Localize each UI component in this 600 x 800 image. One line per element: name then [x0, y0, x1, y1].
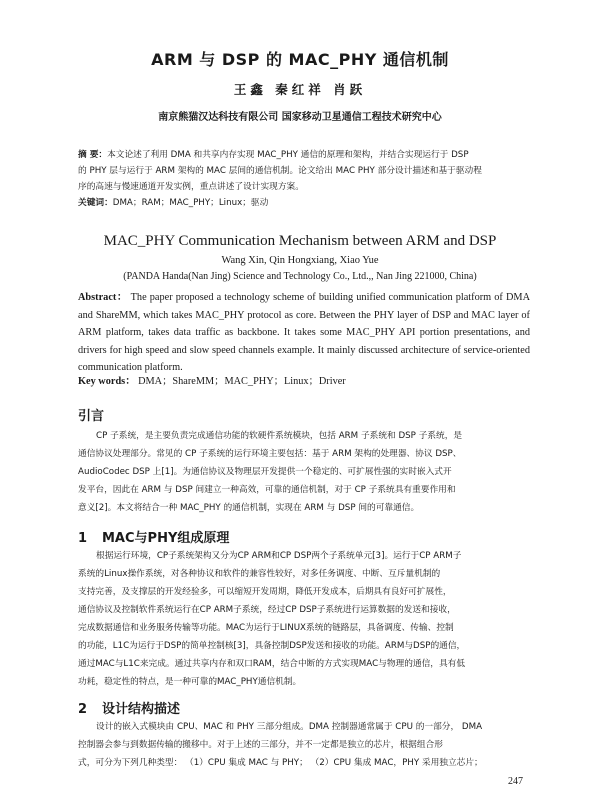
abstract-en-text: The paper proposed a technology scheme of building unified communication platform of DMA and ShareMM, which takes MAC_PHY protocol as core. Between the PHY layer of DSP and MAC layer of ARM platform, takes data traffic as backbone. It takes some MAC_PHY API portion presentations, and drivers for high speed and slow speed channels example. It mainly discussed architecture of service-oriented communication platform. [78, 292, 530, 373]
keywords-cn: 关键词：DMA；RAM；MAC_PHY；Linux；驱动 [78, 198, 269, 208]
abstract-cn-line: 摘 要：本文论述了利用 DMA 和共享内存实现 MAC_PHY 通信的原理和架构，并结合实现运行于 DSP [78, 150, 469, 160]
paragraph-line: 意义[2]。本文将结合一种 MAC_PHY 的通信机制，实现在 ARM 与 DSP 间的可靠通信。 [78, 503, 420, 513]
paragraph-line: 通信协议及控制软件系统运行在CP ARM子系统，经过CP DSP子系统进行运算数据的发送和接收， [78, 605, 456, 615]
section-2-paragraph [78, 718, 528, 772]
paper-title-en: MAC_PHY Communication Mechanism between ARM and DSP [103, 233, 497, 249]
intro-paragraph [78, 427, 528, 517]
intro-heading: 引言 [78, 409, 105, 424]
section-2-heading: 2 设计结构描述 [78, 702, 181, 717]
section-1-paragraph [78, 547, 528, 691]
abstract-cn-label: 摘 要： [78, 150, 108, 160]
paragraph-line: 通过MAC与L1C来完成。通过共享内存和双口RAM，结合中断的方式实现MAC与物理的通信，具有低 [78, 659, 466, 669]
abstract-en-label: Abstract： [78, 292, 128, 303]
abstract-cn-line: 序的高速与慢速通道开发实例，重点讲述了设计实现方案。 [78, 182, 304, 192]
paragraph-line: 根据运行环境，CP子系统架构又分为CP ARM和CP DSP两个子系统单元[3]。运行于CP ARM子 [96, 551, 462, 561]
abstract-cn-line: 的 PHY 层与运行于 ARM 架构的 MAC 层间的通信机制。论文给出 MAC PHY 部分设计描述和基于驱动程 [78, 166, 482, 176]
paragraph-line: CP 子系统，是主要负责完成通信功能的软硬件系统模块，包括 ARM 子系统和 DSP 子系统，是 [96, 431, 463, 441]
paragraph-line: 的功能，L1C为运行于DSP的简单控制核[3]，具备控制DSP发送和接收的功能。ARM与DSP的通信， [78, 641, 466, 651]
paragraph-line: 发平台，因此在 ARM 与 DSP 间建立一种高效，可靠的通信机制，对于 CP 子系统具有重要作用和 [78, 485, 456, 495]
affiliation-cn: 南京熊猫汉达科技有限公司 国家移动卫星通信工程技术研究中心 [158, 112, 442, 123]
affiliation-en: (PANDA Handa(Nan Jing) Science and Technology Co., Ltd.,, Nan Jing 221000, China) [123, 271, 477, 282]
paper-title-cn: ARM 与 DSP 的 MAC_PHY 通信机制 [151, 50, 449, 69]
section-1-heading: 1 MAC与PHY组成原理 [78, 531, 230, 546]
abstract-cn [78, 147, 526, 211]
paragraph-line: 功耗，稳定性的特点，是一种可靠的MAC_PHY通信机制。 [78, 677, 302, 687]
authors-en: Wang Xin, Qin Hongxiang, Xiao Yue [221, 255, 379, 266]
keywords-en: Key words： DMA；ShareMM；MAC_PHY；Linux；Driver [78, 376, 346, 387]
paragraph-line: 式，可分为下列几种类型： （1）CPU 集成 MAC 与 PHY； （2）CPU 集成 MAC，PHY 采用独立芯片； [78, 758, 483, 768]
keywords-en-label: Key words： [78, 376, 136, 387]
paragraph-line: 通信协议处理部分。常见的 CP 子系统的运行环境主要包括：基于 ARM 架构的处理器、协议 DSP、 [78, 449, 462, 459]
paragraph-line: 控制器会参与到数据传输的搬移中。对于上述的三部分，并不一定都是独立的芯片，根据组合形 [78, 740, 443, 750]
paragraph-line: 完成数据通信和业务服务传输等功能。MAC为运行于LINUX系统的链路层，具备调度、传输、控制 [78, 623, 454, 633]
section-number: 2 [78, 702, 88, 717]
paragraph-line: 设计的嵌入式模块由 CPU、MAC 和 PHY 三部分组成。DMA 控制器通常属于 CPU 的一部分， DMA [96, 722, 483, 732]
paragraph-line: 系统的Linux操作系统，对各种协议和软件的兼容性较好，对多任务调度、中断、互斥量机制的 [78, 569, 441, 579]
abstract-en [78, 289, 530, 377]
section-number: 1 [78, 531, 88, 546]
page-number: 247 [508, 776, 523, 787]
paragraph-line: 支持完善，及支撑层的开发经验多，可以缩短开发周期，降低开发成本，后期具有良好可扩展性， [78, 587, 452, 597]
keywords-cn-label: 关键词： [78, 198, 113, 208]
authors-cn: 王鑫 秦红祥 肖跃 [233, 82, 367, 97]
paragraph-line: AudioCodec DSP 上[1]。为通信协议及物理层开发提供一个稳定的、可扩展性强的实时嵌入式开 [78, 467, 452, 477]
